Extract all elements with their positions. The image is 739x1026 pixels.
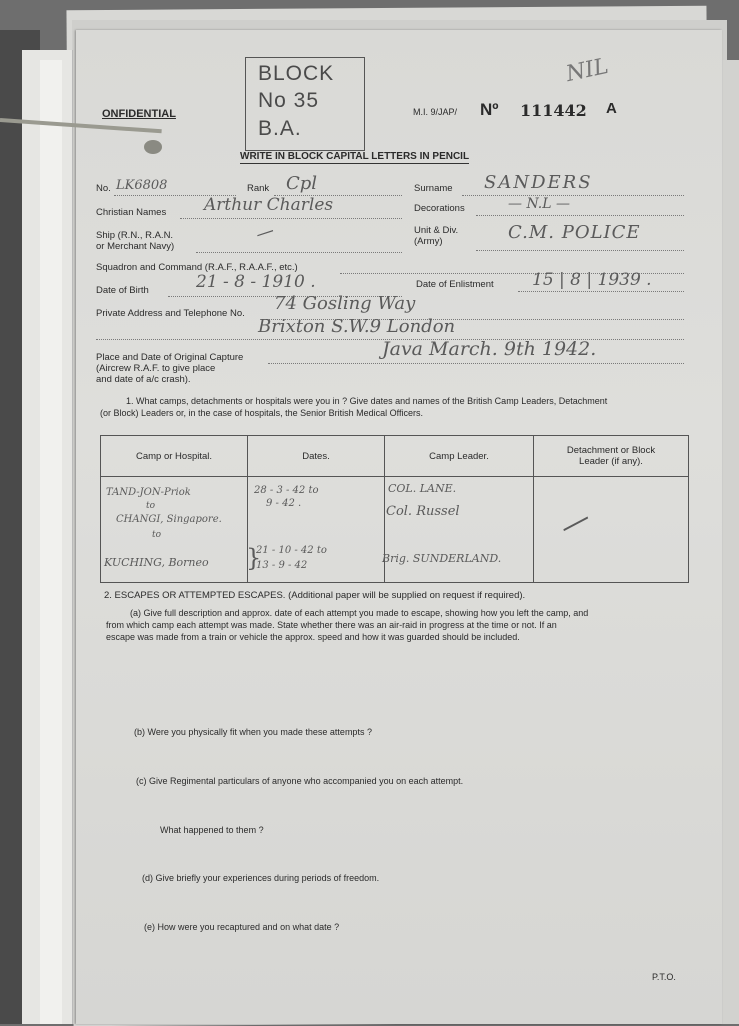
header-detachment-line-1: Detachment or Block [566,445,656,456]
address-value-2: Brixton S.W.9 London [258,316,456,337]
unit-label-1: Unit & Div. [414,225,459,236]
ship-line [196,251,402,253]
enlistment-value: 15 | 8 | 1939 . [532,270,652,290]
number-label: Nº [480,100,499,119]
enlistment-label: Date of Enlistment [416,279,494,290]
decorations-label: Decorations [414,203,465,214]
capture-label-3: and date of a/c crash). [96,374,191,385]
form-suffix: A [606,100,617,117]
decorations-value: — N.L — [508,196,571,212]
q2c-text: (c) Give Regimental particulars of anyone who accompanied you on each attempt. [136,776,464,786]
ship-value: — [253,219,277,246]
no-value: LK6808 [116,178,168,193]
surname-value: SANDERS [484,172,593,193]
unit-value: C.M. POLICE [508,222,641,243]
detachment-entry: — [553,500,597,545]
capture-line [268,362,684,364]
stamp-line-1: BLOCK [258,62,335,85]
q2a-line-1: (a) Give full description and approx. date of each attempt you made to escape, showing how you left the camp, and [130,608,589,618]
camp-entry-2: to [146,501,156,511]
date-entry-3: 21 - 10 - 42 to [256,545,327,556]
leader-entry-2: Col. Russel [386,504,460,519]
decorations-line [476,214,684,216]
address-value-1: 74 Gosling Way [274,293,416,314]
instruction-heading: WRITE IN BLOCK CAPITAL LETTERS IN PENCIL [240,151,470,162]
address-label: Private Address and Telephone No. [96,308,245,319]
camp-entry-4: to [152,530,162,540]
capture-label-2: (Aircrew R.A.F. to give place [96,363,216,374]
christian-names-line [180,217,402,219]
q2d-text: (d) Give briefly your experiences during periods of freedom. [142,873,380,883]
unit-line [476,249,684,251]
squadron-label: Squadron and Command (R.A.F., R.A.A.F., etc.) [96,262,298,273]
camp-entry-5: KUCHING, Borneo [104,556,209,569]
q2e-text: (e) How were you recaptured and on what date ? [144,922,340,932]
unit-label-2: (Army) [414,236,443,247]
christian-names-value: Arthur Charles [204,195,334,215]
confidential-label: ONFIDENTIAL [102,108,176,120]
header-detachment-line-2: Leader (if any). [579,456,643,467]
pto-label: P.T.O. [652,972,676,982]
block-stamp [245,57,365,151]
form-reference: M.I. 9/JAP/ [413,107,458,117]
q2c-followup: What happened to them ? [160,825,264,835]
stamp-line-3: B.A. [258,117,302,140]
date-entry-4: 13 - 9 - 42 [256,560,308,571]
binder-inner-strip [40,60,62,1024]
no-label: No. [96,183,111,194]
leader-entry-1: COL. LANE. [388,482,457,495]
q2b-text: (b) Were you physically fit when you made these attempts ? [134,727,372,737]
ship-label-2: or Merchant Navy) [96,241,175,252]
surname-line [462,194,684,196]
header-dates: Dates. [248,436,385,477]
detachment-cell [534,477,689,583]
christian-names-label: Christian Names [96,207,167,218]
dob-value: 21 - 8 - 1910 . [196,272,316,292]
capture-value: Java March. 9th 1942. [382,338,597,360]
camps-table-header [101,436,689,477]
dob-label: Date of Birth [96,285,149,296]
capture-label-1: Place and Date of Original Capture [96,352,244,363]
date-entry-2: 9 - 42 . [266,498,302,509]
tie-knot [144,140,162,154]
q2a-line-3: escape was made from a train or vehicle the approx. speed and how it was guarded should be included. [106,632,520,642]
q1-text-line-2: (or Block) Leaders or, in the case of hospitals, the Senior British Medical Officers. [100,408,423,418]
date-entry-1: 28 - 3 - 42 to [254,485,319,496]
stamp-line-2: No 35 [258,89,320,112]
enlistment-line [518,290,684,292]
date-brace: } [246,544,262,572]
handwritten-nil: NIL [563,53,611,88]
q2-title: 2. ESCAPES OR ATTEMPTED ESCAPES. (Additional paper will be supplied on request if required). [104,590,526,601]
camp-entry-3: CHANGI, Singapore. [116,514,222,525]
leader-entry-3: Brig. SUNDERLAND. [382,552,502,565]
header-camp-or-hospital: Camp or Hospital. [101,436,248,477]
ship-label-1: Ship (R.N., R.A.N. [96,230,174,241]
surname-label: Surname [414,183,453,194]
q2a-line-2: from which camp each attempt was made. State whether there was an air-raid in progress at the time or not. If an [106,620,557,630]
header-detachment-leader [534,436,689,477]
header-camp-leader: Camp Leader. [385,436,534,477]
rank-label: Rank [247,183,270,194]
q1-text-line-1: 1. What camps, detachments or hospitals were you in ? Give dates and names of the British Camp Leaders, Detachment [126,396,608,406]
rank-value: Cpl [286,173,318,194]
form-number: 111442 [520,101,587,120]
camp-entry-1: TAND-JON-Priok [106,487,191,498]
